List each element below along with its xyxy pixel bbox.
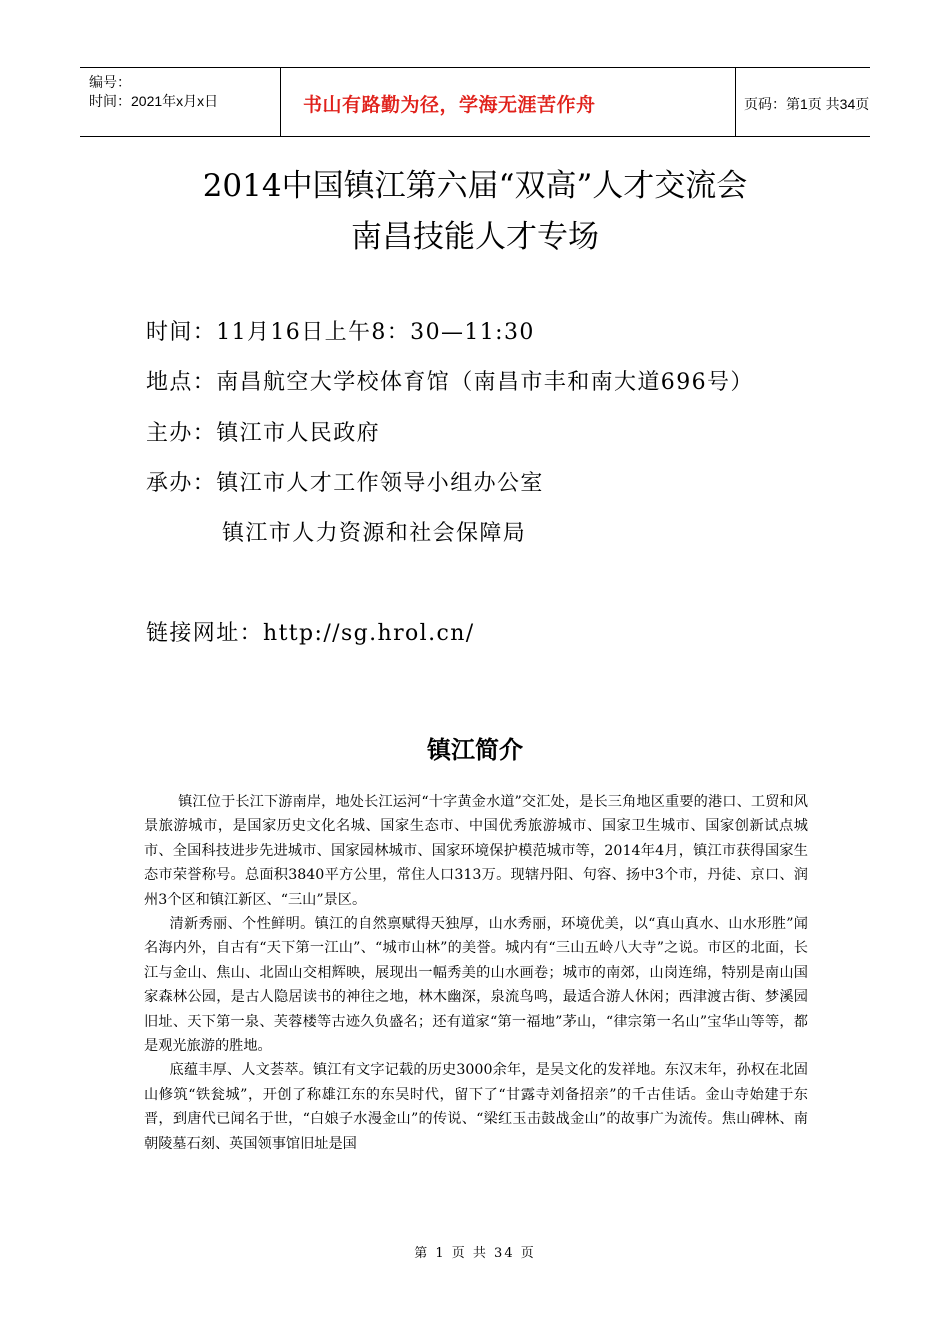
info-link[interactable]: 链接网址：http://sg.hrol.cn/ bbox=[146, 621, 475, 646]
info-time: 时间：11月16日上午8：30—11:30 bbox=[146, 320, 535, 345]
header-table bbox=[80, 67, 870, 137]
page-title-line1: 2014中国镇江第六届“双高”人才交流会 bbox=[202, 168, 748, 204]
motto-text: 书山有路勤为径，学海无涯苦作舟 bbox=[303, 94, 596, 116]
info-host: 主办：镇江市人民政府 bbox=[146, 421, 381, 446]
header-left-cell bbox=[80, 68, 281, 136]
info-organizer: 承办：镇江市人才工作领导小组办公室 bbox=[146, 471, 544, 496]
header-right-cell bbox=[736, 68, 870, 136]
section-body bbox=[144, 790, 808, 1156]
page-footer: 第 1 页 共 34 页 bbox=[414, 1246, 536, 1261]
page-title-line2: 南昌技能人才专场 bbox=[351, 219, 599, 255]
paragraph: 清新秀丽、个性鲜明。镇江的自然禀赋得天独厚，山水秀丽，环境优美，以“真山真水、山水形胜”闻名海内外，自古有“天下第一江山”、“城市山林”的美誉。城内有“三山五岭八大寺”之说。市区的北面，长江与金山、焦山、北固山交相辉映，展现出一幅秀美的山水画卷；城市的南郊，山岗连绵，特别是南山国家森林公园，是古人隐居读书的神往之地，林木幽深，泉流鸟鸣，最适合游人休闲；西津渡古街、梦溪园旧址、天下第一泉、芙蓉楼等古迹久负盛名；还有道家“第一福地”茅山，“律宗第一名山”宝华山等等，都是观光旅游的胜地。 bbox=[144, 916, 808, 1055]
section-title: 镇江简介 bbox=[427, 736, 523, 764]
info-organizer-2: 镇江市人力资源和社会保障局 bbox=[222, 521, 527, 546]
header-center-cell bbox=[281, 68, 736, 136]
serial-label: 编号： bbox=[89, 74, 131, 90]
page-info: 页码：第1页 共34页 bbox=[744, 96, 870, 112]
info-place: 地点：南昌航空大学校体育馆（南昌市丰和南大道696号） bbox=[146, 370, 754, 395]
paragraph: 镇江位于长江下游南岸，地处长江运河“十字黄金水道”交汇处，是长三角地区重要的港口、工贸和风景旅游城市，是国家历史文化名城、国家生态市、中国优秀旅游城市、国家卫生城市、国家创新试点城市、全国科技进步先进城市、国家园林城市、国家环境保护模范城市等，2014年4月，镇江市获得国家生态市荣誉称号。总面积3840平方公里，常住人口313万。现辖丹阳、句容、扬中3个市，丹徒、京口、润州3个区和镇江新区、“三山”景区。 bbox=[144, 794, 808, 908]
paragraph: 底蕴丰厚、人文荟萃。镇江有文字记载的历史3000余年，是吴文化的发祥地。东汉末年，孙权在北固山修筑“铁瓮城”，开创了称雄江东的东吴时代，留下了“甘露寺刘备招亲”的千古佳话。金山寺始建于东晋，到唐代已闻名于世，“白娘子水漫金山”的传说、“梁红玉击鼓战金山”的故事广为流传。焦山碑林、南朝陵墓石刻、英国领事馆旧址是国 bbox=[144, 1062, 808, 1152]
time-label: 时间：2021年x月x日 bbox=[89, 93, 219, 109]
